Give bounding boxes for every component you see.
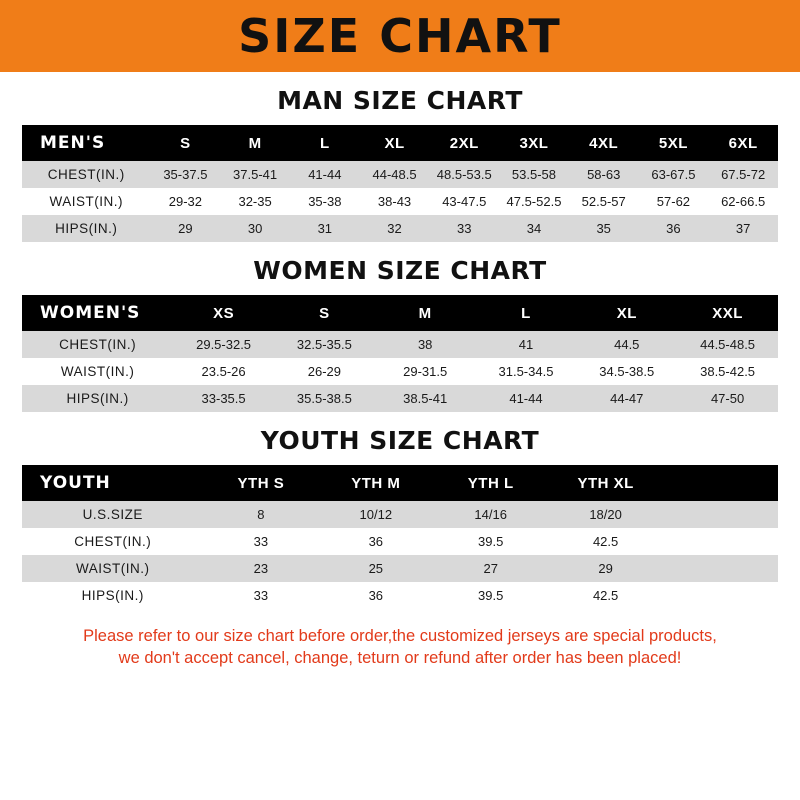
row-label: CHEST(IN.) xyxy=(22,331,173,358)
row-label: U.S.SIZE xyxy=(22,501,203,528)
table-row xyxy=(22,528,778,555)
cell: 18/20 xyxy=(548,501,663,528)
row-label-header-youth: YOUTH xyxy=(22,465,203,501)
cell: 26-29 xyxy=(274,358,375,385)
column-header: 2XL xyxy=(429,125,499,161)
table-row xyxy=(22,555,778,582)
cell: 39.5 xyxy=(433,582,548,609)
cell: 35.5-38.5 xyxy=(274,385,375,412)
cell: 33-35.5 xyxy=(173,385,274,412)
column-header: 3XL xyxy=(499,125,569,161)
cell: 29 xyxy=(548,555,663,582)
row-label: WAIST(IN.) xyxy=(22,358,173,385)
column-header: XL xyxy=(360,125,430,161)
cell: 57-62 xyxy=(639,188,709,215)
youth-size-table xyxy=(22,465,778,609)
cell: 29 xyxy=(151,215,221,242)
cell: 44-48.5 xyxy=(360,161,430,188)
cell: 38.5-42.5 xyxy=(677,358,778,385)
column-header: YTH S xyxy=(203,465,318,501)
cell: 33 xyxy=(203,582,318,609)
section-title-youth: YOUTH SIZE CHART xyxy=(260,426,540,455)
cell: 41-44 xyxy=(476,385,577,412)
cell: 38.5-41 xyxy=(375,385,476,412)
section-title-men: MAN SIZE CHART xyxy=(277,86,523,115)
table-row xyxy=(22,582,778,609)
table-header-row xyxy=(22,465,778,501)
cell: 43-47.5 xyxy=(429,188,499,215)
page-title: SIZE CHART xyxy=(238,9,562,63)
column-header: M xyxy=(375,295,476,331)
cell xyxy=(663,501,778,528)
cell: 23 xyxy=(203,555,318,582)
cell: 30 xyxy=(220,215,290,242)
table-row xyxy=(22,358,778,385)
column-header: L xyxy=(476,295,577,331)
row-label: HIPS(IN.) xyxy=(22,385,173,412)
column-header: YTH M xyxy=(318,465,433,501)
row-label: CHEST(IN.) xyxy=(22,528,203,555)
cell: 44.5-48.5 xyxy=(677,331,778,358)
cell: 53.5-58 xyxy=(499,161,569,188)
men-size-table xyxy=(22,125,778,242)
table-header-row xyxy=(22,125,778,161)
cell: 35-38 xyxy=(290,188,360,215)
cell: 44-47 xyxy=(576,385,677,412)
cell: 67.5-72 xyxy=(708,161,778,188)
column-header: L xyxy=(290,125,360,161)
cell: 32-35 xyxy=(220,188,290,215)
table-header-row xyxy=(22,295,778,331)
column-header: XL xyxy=(576,295,677,331)
cell: 47-50 xyxy=(677,385,778,412)
cell: 33 xyxy=(429,215,499,242)
cell: 58-63 xyxy=(569,161,639,188)
women-size-table xyxy=(22,295,778,412)
cell: 29-32 xyxy=(151,188,221,215)
row-label-header-men: MEN'S xyxy=(22,125,151,161)
column-header: 5XL xyxy=(639,125,709,161)
cell: 41-44 xyxy=(290,161,360,188)
header-band xyxy=(0,0,800,72)
footer-note xyxy=(22,625,778,670)
cell: 48.5-53.5 xyxy=(429,161,499,188)
cell: 47.5-52.5 xyxy=(499,188,569,215)
footer-note-line-2: we don't accept cancel, change, teturn or refund after order has been placed! xyxy=(118,649,682,668)
cell: 52.5-57 xyxy=(569,188,639,215)
section-youth xyxy=(22,426,778,609)
cell: 25 xyxy=(318,555,433,582)
column-header: YTH L xyxy=(433,465,548,501)
row-label: WAIST(IN.) xyxy=(22,555,203,582)
cell: 32 xyxy=(360,215,430,242)
cell: 44.5 xyxy=(576,331,677,358)
section-title-women: WOMEN SIZE CHART xyxy=(253,256,547,285)
cell: 38 xyxy=(375,331,476,358)
cell xyxy=(663,555,778,582)
cell: 10/12 xyxy=(318,501,433,528)
table-row xyxy=(22,188,778,215)
column-header: XXL xyxy=(677,295,778,331)
table-row xyxy=(22,331,778,358)
cell: 62-66.5 xyxy=(708,188,778,215)
cell: 31 xyxy=(290,215,360,242)
cell: 39.5 xyxy=(433,528,548,555)
cell: 8 xyxy=(203,501,318,528)
cell: 35-37.5 xyxy=(151,161,221,188)
cell: 33 xyxy=(203,528,318,555)
row-label: CHEST(IN.) xyxy=(22,161,151,188)
cell: 42.5 xyxy=(548,582,663,609)
cell: 37 xyxy=(708,215,778,242)
cell: 29.5-32.5 xyxy=(173,331,274,358)
column-header: 6XL xyxy=(708,125,778,161)
column-header: S xyxy=(151,125,221,161)
cell: 37.5-41 xyxy=(220,161,290,188)
table-row xyxy=(22,215,778,242)
cell: 63-67.5 xyxy=(639,161,709,188)
cell: 32.5-35.5 xyxy=(274,331,375,358)
cell: 34.5-38.5 xyxy=(576,358,677,385)
chart-content xyxy=(0,86,800,670)
column-header: XS xyxy=(173,295,274,331)
cell: 14/16 xyxy=(433,501,548,528)
column-header: YTH XL xyxy=(548,465,663,501)
row-label-header-women: WOMEN'S xyxy=(22,295,173,331)
cell: 36 xyxy=(318,528,433,555)
table-row xyxy=(22,385,778,412)
cell: 38-43 xyxy=(360,188,430,215)
section-men xyxy=(22,86,778,242)
cell: 35 xyxy=(569,215,639,242)
cell: 36 xyxy=(639,215,709,242)
footer-note-line-1: Please refer to our size chart before order,the customized jerseys are special products, xyxy=(83,627,717,645)
cell xyxy=(663,582,778,609)
section-women xyxy=(22,256,778,412)
row-label: HIPS(IN.) xyxy=(22,582,203,609)
cell: 34 xyxy=(499,215,569,242)
cell: 29-31.5 xyxy=(375,358,476,385)
cell: 36 xyxy=(318,582,433,609)
cell: 27 xyxy=(433,555,548,582)
cell: 23.5-26 xyxy=(173,358,274,385)
cell: 41 xyxy=(476,331,577,358)
cell: 42.5 xyxy=(548,528,663,555)
cell: 31.5-34.5 xyxy=(476,358,577,385)
row-label: WAIST(IN.) xyxy=(22,188,151,215)
cell xyxy=(663,528,778,555)
column-header xyxy=(663,465,778,501)
column-header: 4XL xyxy=(569,125,639,161)
column-header: M xyxy=(220,125,290,161)
table-row xyxy=(22,501,778,528)
table-row xyxy=(22,161,778,188)
row-label: HIPS(IN.) xyxy=(22,215,151,242)
column-header: S xyxy=(274,295,375,331)
